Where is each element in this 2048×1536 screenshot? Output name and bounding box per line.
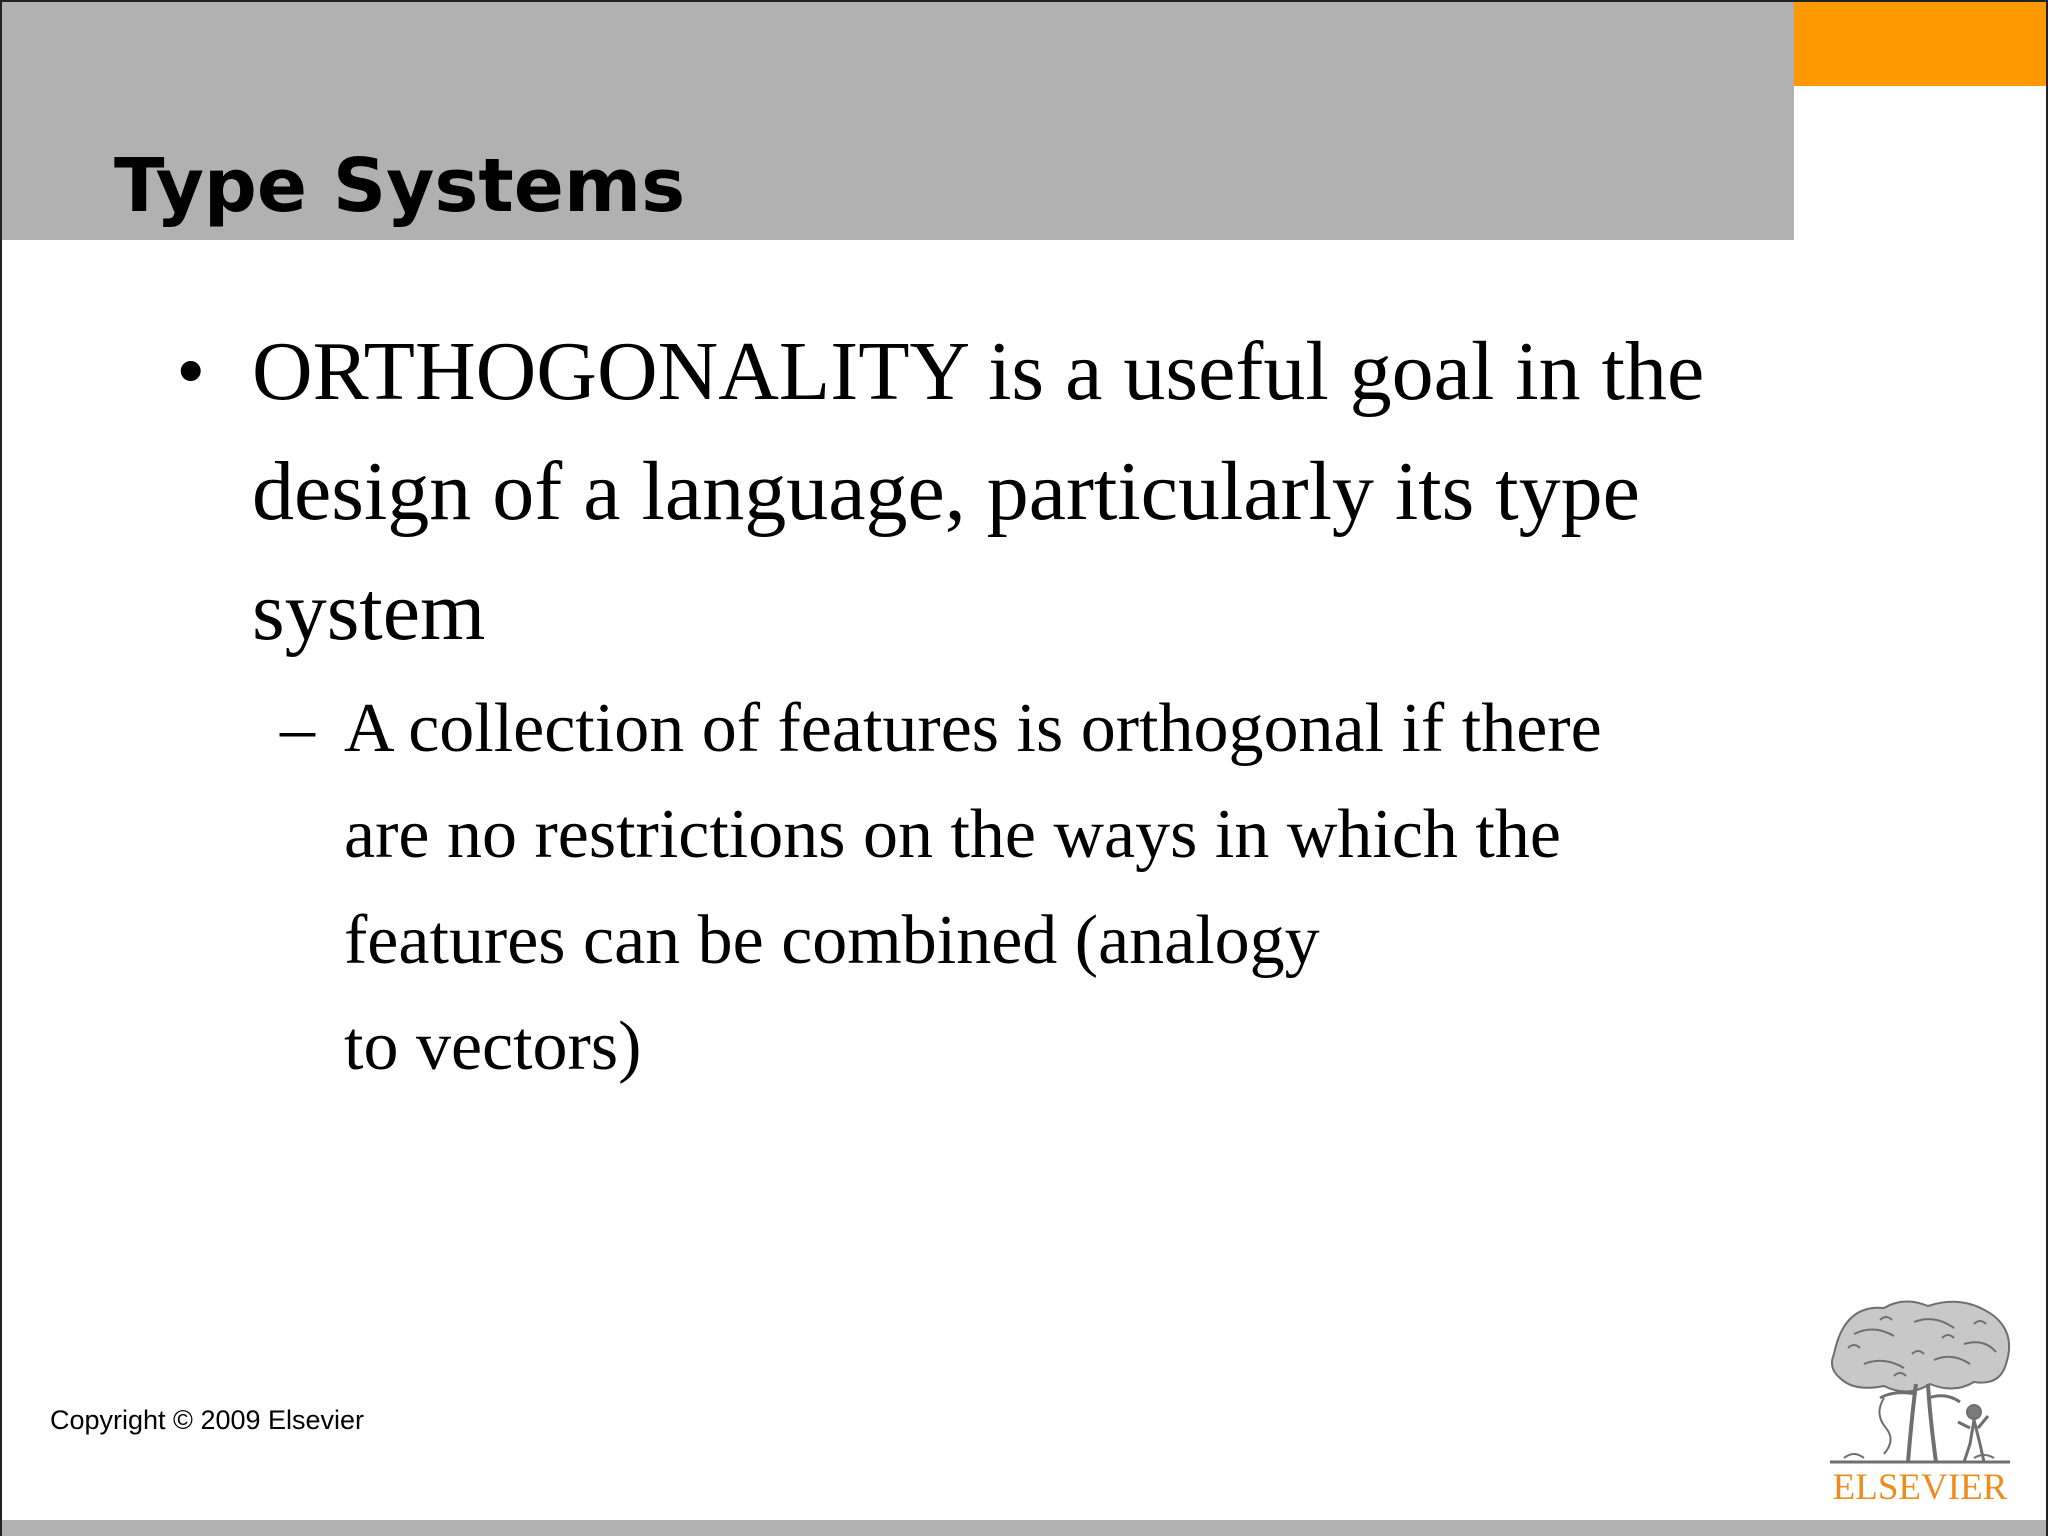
elsevier-logo xyxy=(1824,1294,2016,1514)
sub-bullet-line: features can be combined (analogy xyxy=(344,902,1320,979)
accent-block xyxy=(1794,2,2048,86)
bullet-item xyxy=(176,312,1866,672)
slide-title: Type Systems xyxy=(114,143,686,229)
tree-logo-icon xyxy=(1824,1294,2016,1466)
footer-rule xyxy=(2,1520,2048,1536)
sub-bullet-line: to vectors) xyxy=(344,1008,642,1085)
bullet-text: ORTHOGONALITY is a useful goal in the design of a language, particularly its type system xyxy=(252,325,1705,658)
sub-bullet-line: A collection of features is orthogonal if there xyxy=(344,690,1602,767)
copyright-notice: Copyright © 2009 Elsevier xyxy=(50,1405,365,1435)
bullet-marker: • xyxy=(176,325,206,418)
sub-bullet-item xyxy=(280,676,1840,1100)
sub-bullet-line: are no restrictions on the ways in which the xyxy=(344,796,1561,873)
logo-wordmark: ELSEVIER xyxy=(1832,1467,2008,1508)
sub-bullet-marker: – xyxy=(280,690,315,767)
